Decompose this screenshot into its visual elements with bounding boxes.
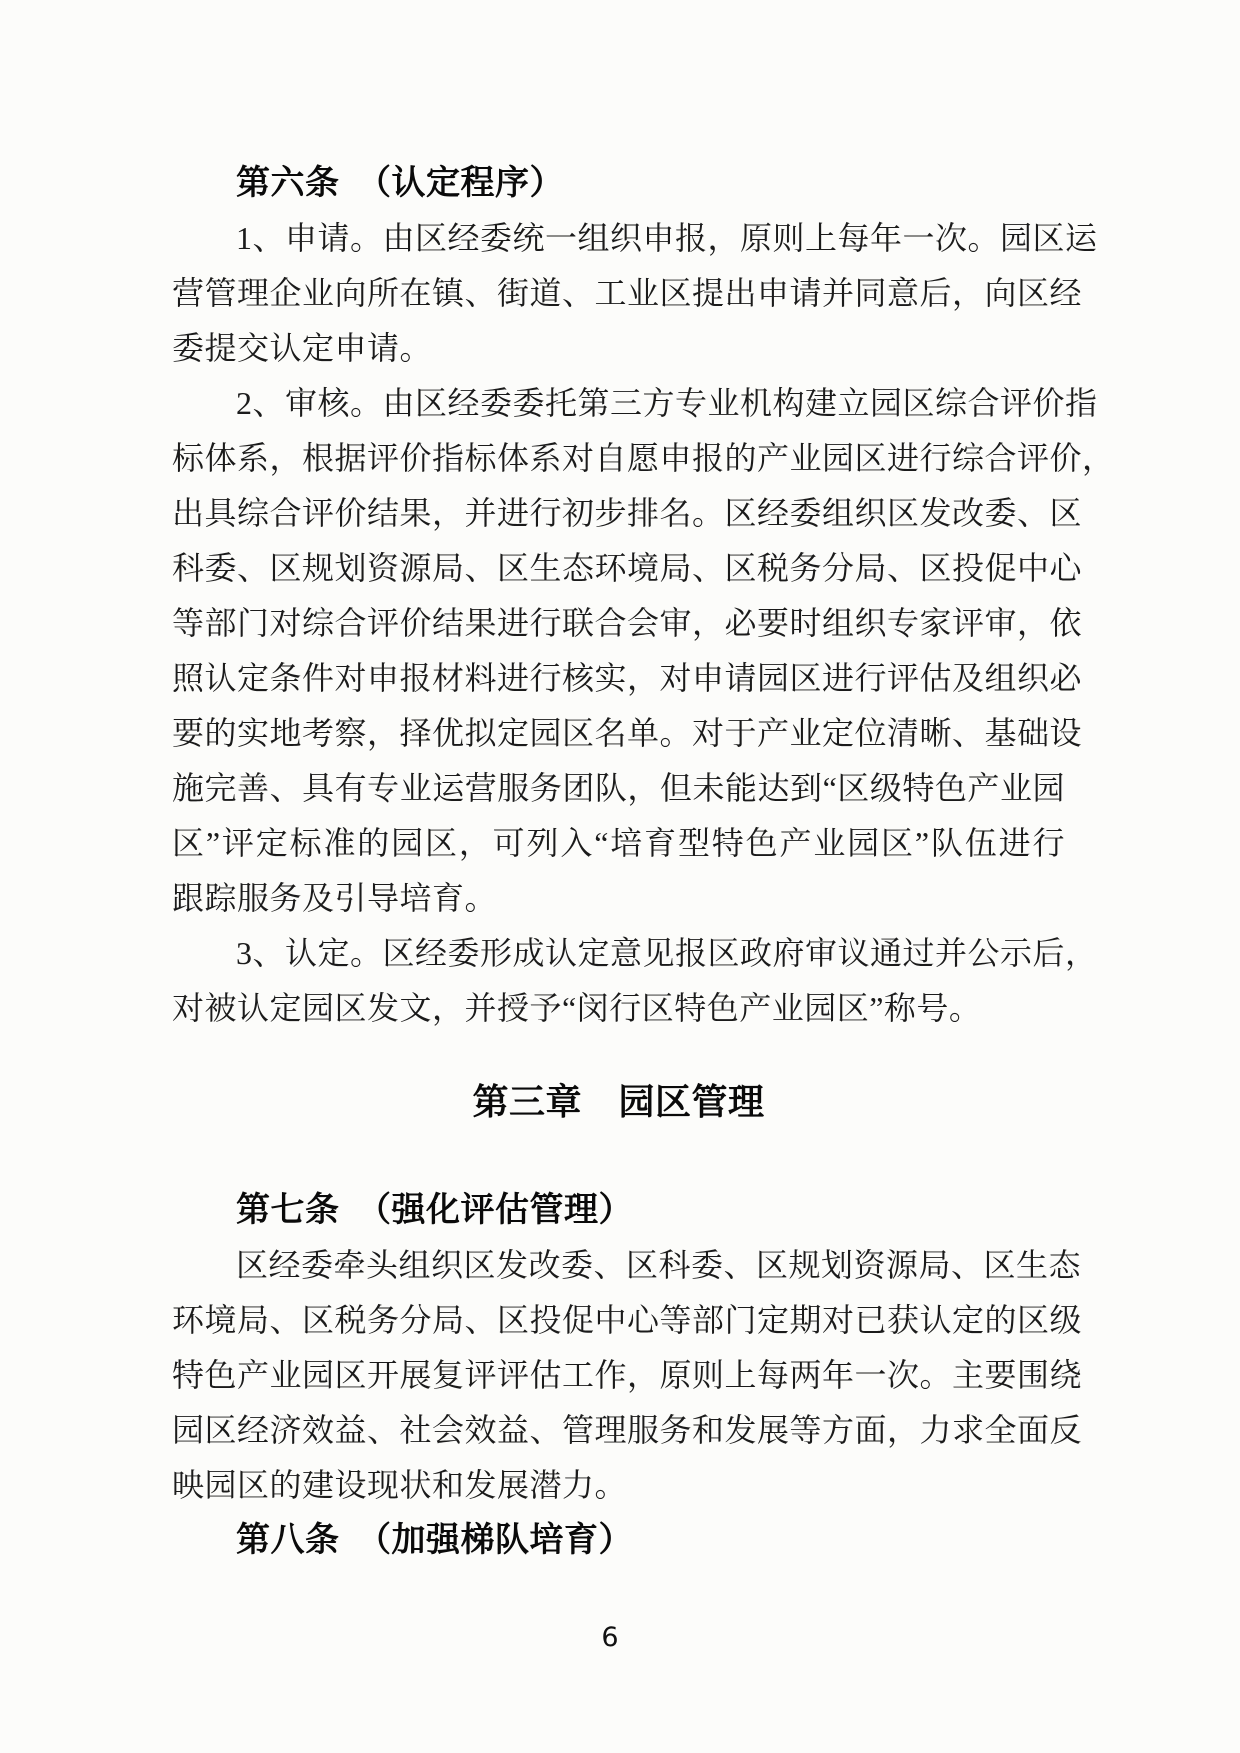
article-6-paragraph-2: [172, 376, 1115, 926]
text-line: 特色产业园区开展复评评估工作，原则上每两年一次。主要围绕: [172, 1357, 1083, 1393]
text-line: 营管理企业向所在镇、街道、工业区提出申请并同意后，向区经: [172, 275, 1083, 311]
article-8-heading: 第八条 （加强梯队培育）: [236, 1521, 633, 1559]
text-line: 映园区的建设现状和发展潜力。: [172, 1467, 628, 1503]
page-number: 6: [601, 1622, 619, 1653]
text-line: 科委、区规划资源局、区生态环境局、区税务分局、区投促中心: [172, 550, 1083, 586]
chapter-3-heading: 第三章 园区管理: [472, 1081, 765, 1122]
text-line: 园区经济效益、社会效益、管理服务和发展等方面，力求全面反: [172, 1412, 1083, 1448]
text-line: 要的实地考察，择优拟定园区名单。对于产业定位清晰、基础设: [172, 715, 1083, 751]
text-line: 照认定条件对申报材料进行核实，对申请园区进行评估及组织必: [172, 660, 1083, 696]
text-line: 对被认定园区发文，并授予“闵行区特色产业园区”称号。: [172, 990, 982, 1026]
text-line: 区经委牵头组织区发改委、区科委、区规划资源局、区生态: [236, 1247, 1082, 1283]
text-line: 1、申请。由区经委统一组织申报，原则上每年一次。园区运: [236, 220, 1098, 256]
text-line: 施完善、具有专业运营服务团队，但未能达到“区级特色产业园: [172, 770, 1065, 806]
article-7-paragraph-1: [172, 1238, 1083, 1513]
article-7-heading: 第七条 （强化评估管理）: [236, 1191, 633, 1229]
text-line: 委提交认定申请。: [172, 330, 433, 366]
document-body: [172, 156, 1115, 1568]
text-line: 3、认定。区经委形成认定意见报区政府审议通过并公示后，: [236, 935, 1098, 971]
article-6-heading: 第六条 （认定程序）: [236, 164, 564, 202]
text-line: 跟踪服务及引导培育。: [172, 880, 498, 916]
text-line: 标体系，根据评价指标体系对自愿申报的产业园区进行综合评价，: [172, 440, 1115, 476]
text-line: 环境局、区税务分局、区投促中心等部门定期对已获认定的区级: [172, 1302, 1083, 1338]
text-line: 2、审核。由区经委委托第三方专业机构建立园区综合评价指: [236, 385, 1098, 421]
text-line: 等部门对综合评价结果进行联合会审，必要时组织专家评审，依: [172, 605, 1083, 641]
article-6-paragraph-3: [172, 926, 1098, 1036]
text-line: 区”评定标准的园区，可列入“培育型特色产业园区”队伍进行: [172, 825, 1065, 861]
text-line: 出具综合评价结果，并进行初步排名。区经委组织区发改委、区: [172, 495, 1083, 531]
article-6-paragraph-1: [172, 211, 1098, 376]
